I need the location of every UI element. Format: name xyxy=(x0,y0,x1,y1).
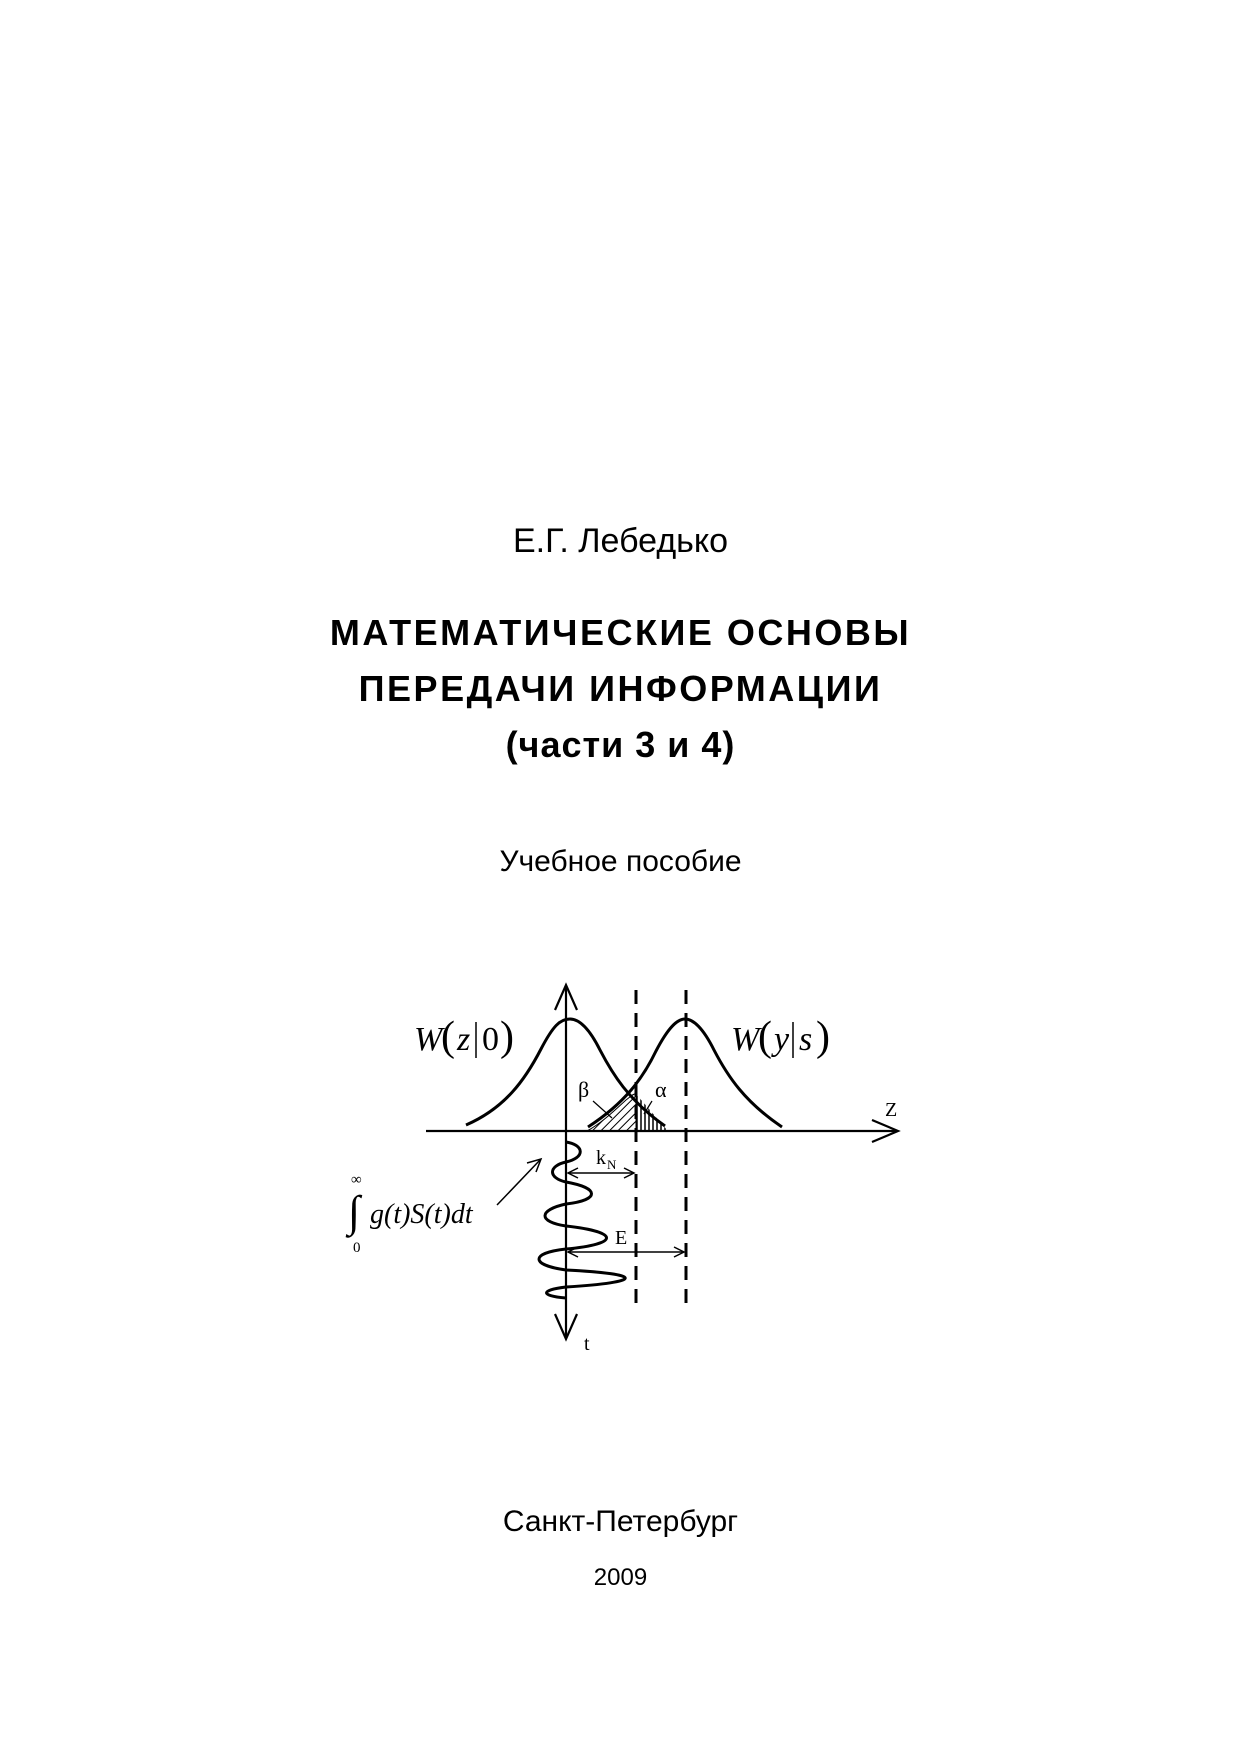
svg-text:): ) xyxy=(500,1014,514,1060)
label-z-axis: Z xyxy=(885,1099,898,1121)
svg-text:k: k xyxy=(596,1147,606,1169)
svg-text:0: 0 xyxy=(353,1240,361,1256)
svg-text:W: W xyxy=(414,1021,443,1058)
svg-text:(: ( xyxy=(758,1014,772,1060)
label-w-noise xyxy=(414,1014,514,1060)
title-line-1: МАТЕМАТИЧЕСКИЕ ОСНОВЫ xyxy=(329,612,912,653)
book-type: Учебное пособие xyxy=(499,845,742,878)
svg-text:z: z xyxy=(457,1021,471,1058)
svg-text:∫: ∫ xyxy=(348,1187,361,1236)
integral-formula xyxy=(345,1172,474,1256)
integral-pointer xyxy=(497,1159,541,1205)
svg-text:g(t)S(t)dt: g(t)S(t)dt xyxy=(370,1199,473,1230)
label-beta: β xyxy=(578,1077,590,1102)
beta-region xyxy=(587,1094,636,1131)
svg-text:y: y xyxy=(774,1021,790,1058)
svg-text:s: s xyxy=(799,1021,813,1058)
svg-text:): ) xyxy=(816,1014,830,1060)
label-w-signal xyxy=(731,1014,830,1060)
svg-text:N: N xyxy=(607,1157,617,1172)
label-kn xyxy=(596,1147,617,1172)
title-line-3: (части 3 и 4) xyxy=(505,724,736,765)
svg-text:(: ( xyxy=(441,1014,455,1060)
title-line-2: ПЕРЕДАЧИ ИНФОРМАЦИИ xyxy=(358,668,883,709)
label-alpha: α xyxy=(655,1077,667,1102)
publication-city: Санкт-Петербург xyxy=(502,1505,739,1538)
svg-text:0: 0 xyxy=(482,1021,499,1058)
svg-text:W: W xyxy=(731,1021,760,1058)
label-e: E xyxy=(615,1227,628,1249)
author-name: Е.Г. Лебедько xyxy=(512,522,729,560)
svg-text:∞: ∞ xyxy=(351,1172,362,1188)
publication-year: 2009 xyxy=(593,1564,648,1591)
label-t-axis: t xyxy=(584,1333,590,1355)
kn-dimension xyxy=(568,1168,634,1178)
